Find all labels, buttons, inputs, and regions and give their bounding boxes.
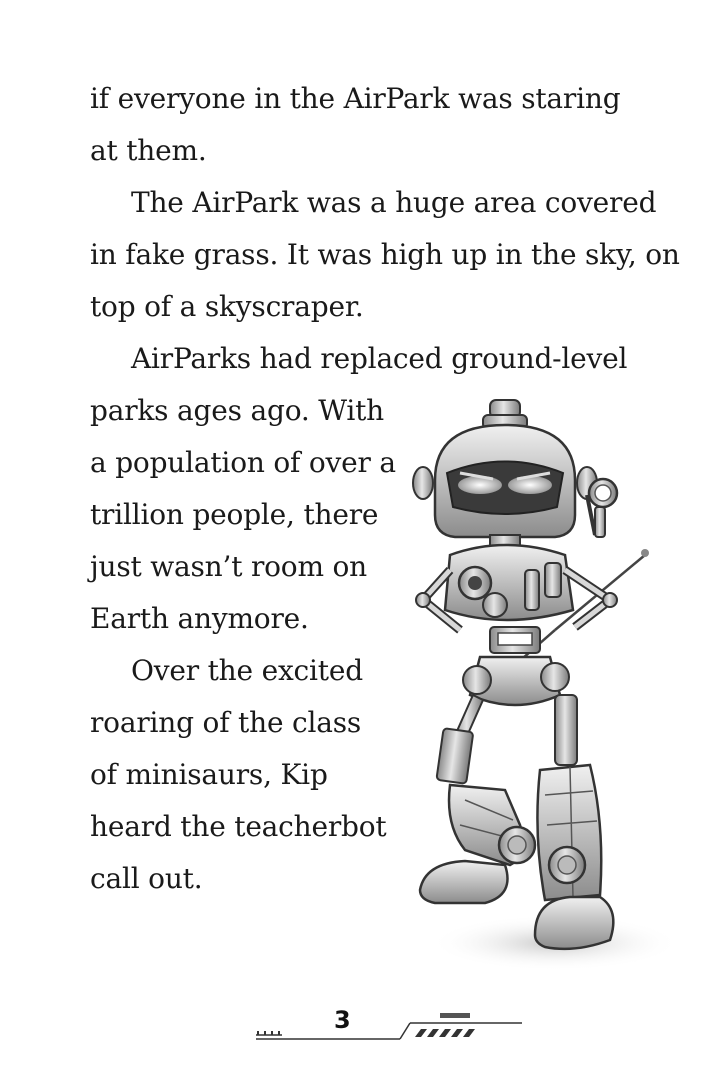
text-line: in fake grass. It was high up in the sky, on	[90, 238, 680, 271]
text-line: of minisaurs, Kip	[90, 758, 328, 791]
text-line: call out.	[90, 862, 203, 895]
page-number: 3	[334, 1006, 351, 1034]
text-line: Over the excited	[131, 654, 363, 687]
text-line: parks ages ago. With	[90, 394, 385, 427]
text-line: top of a skyscraper.	[90, 290, 364, 323]
text-line: roaring of the class	[90, 706, 362, 739]
text-line: heard the teacherbot	[90, 810, 387, 843]
text-line: trillion people, there	[90, 498, 379, 531]
text-line: a population of over a	[90, 446, 396, 479]
text-line: AirParks had replaced ground-level	[131, 342, 628, 375]
text-line: if everyone in the AirPark was staring	[90, 82, 621, 115]
footer-ornament	[250, 1005, 530, 1055]
text-line: at them.	[90, 134, 207, 167]
text-line: The AirPark was a huge area covered	[131, 186, 657, 219]
text-line: Earth anymore.	[90, 602, 309, 635]
text-line: just wasn’t room on	[90, 550, 367, 583]
teacherbot-robot-icon	[405, 395, 675, 995]
